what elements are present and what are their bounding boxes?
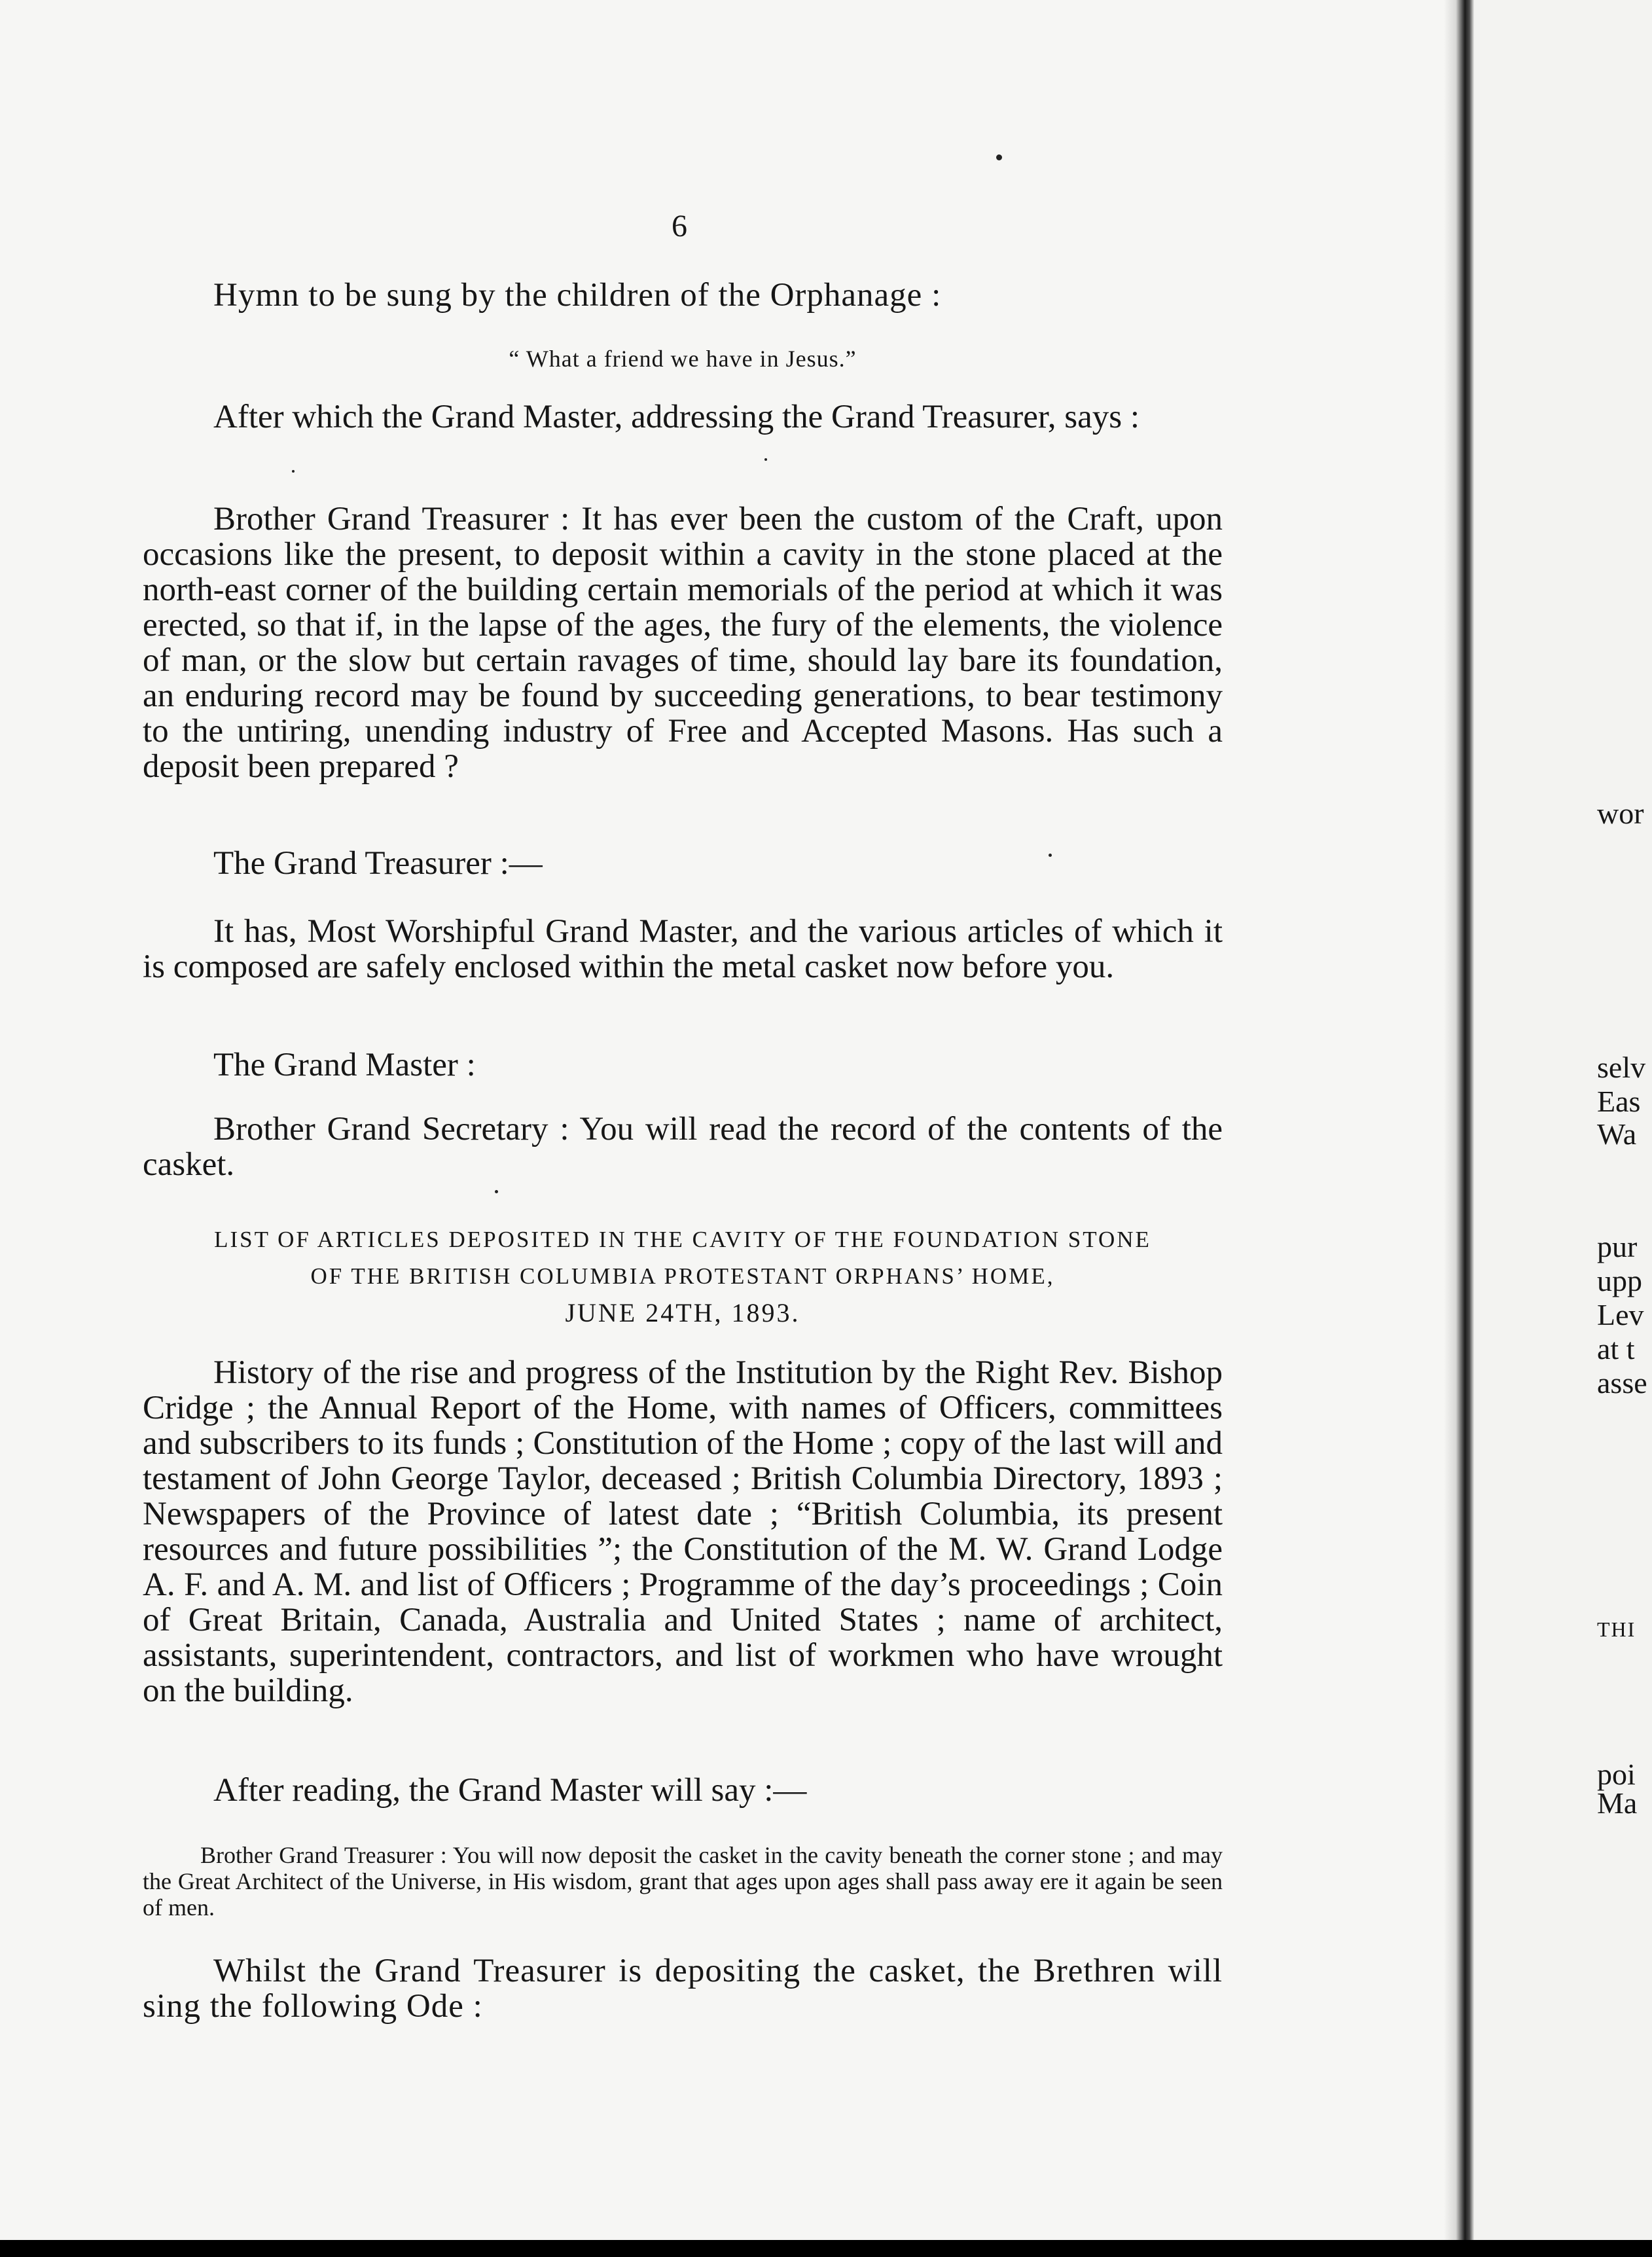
- facing-page-fragment: poi: [1597, 1758, 1636, 1791]
- list-heading-line-2: OF THE BRITISH COLUMBIA PROTESTANT ORPHANS’ HOME,: [310, 1263, 1055, 1289]
- treasurer-reply-paragraph: It has, Most Worshipful Grand Master, and the various articles of which it is composed are safely enclosed within the metal casket now before you.: [143, 913, 1223, 985]
- articles-paragraph: History of the rise and progress of the Institution by the Right Rev. Bishop Cridge ; the Annual Report of the Home, with names of Officers, committees and subscribers to its funds ; Constitution of the Home ; copy of the last will and testament of John George Taylor, deceased ; British Columbia Directory, 1893 ; Newspapers of the Province of latest date ; “British Columbia, its present resources and future possibilities ”; the Constitution of the M. W. Grand Lodge A. F. and A. M. and list of Officers ; Programme of the day’s proceedings ; Coin of Great Britain, Canada, Australia and United States ; name of architect, assistants, superintendent, contractors, and list of workmen who have wrought on the building.: [143, 1354, 1223, 1709]
- ink-speck: [764, 458, 767, 461]
- ink-speck: [996, 154, 1002, 160]
- facing-page-fragment: upp: [1597, 1264, 1642, 1297]
- page-gutter: [1444, 0, 1474, 2240]
- closing-paragraph: Whilst the Grand Treasurer is depositing the casket, the Brethren will sing the following Ode :: [143, 1953, 1223, 2025]
- facing-page-fragment: asse: [1597, 1366, 1647, 1399]
- hymn-title: “ What a friend we have in Jesus.”: [509, 346, 857, 372]
- facing-page-fragment: wor: [1597, 797, 1644, 830]
- facing-page-fragment: Eas: [1597, 1085, 1641, 1118]
- facing-page-fragment: Ma: [1597, 1786, 1638, 1820]
- list-heading-line-1: LIST OF ARTICLES DEPOSITED IN THE CAVITY OF THE FOUNDATION STONE: [214, 1227, 1151, 1252]
- ink-speck: [1049, 854, 1052, 857]
- page-number: 6: [672, 209, 687, 244]
- facing-page-fragment: pur: [1597, 1230, 1638, 1263]
- after-hymn-paragraph: After which the Grand Master, addressing the Grand Treasurer, says :: [213, 399, 1140, 435]
- ink-speck: [292, 470, 295, 473]
- facing-page-fragment: Wa: [1597, 1117, 1637, 1151]
- list-heading-line-3: JUNE 24TH, 1893.: [565, 1298, 800, 1327]
- after-reading-paragraph: After reading, the Grand Master will say :—: [213, 1772, 807, 1809]
- address-treasurer-paragraph: Brother Grand Treasurer : It has ever been the custom of the Craft, upon occasions like the present, to deposit within a cavity in the stone placed at the north-east corner of the building certain memorials of the period at which it was erected, so that if, in the lapse of the ages, the fury of the elements, the violence of man, or the slow but certain ravages of time, should lay bare its foundation, an enduring record may be found by succeeding generations, to bear testimony to the untiring, unending industry of Free and Accepted Masons. Has such a deposit been prepared ?: [143, 501, 1223, 785]
- facing-page-fragment: at t: [1597, 1332, 1635, 1365]
- facing-page-fragment: THI: [1597, 1617, 1636, 1641]
- treasurer-label: The Grand Treasurer :—: [213, 845, 543, 882]
- master-label: The Grand Master :: [213, 1047, 476, 1083]
- hymn-intro: Hymn to be sung by the children of the Orphanage :: [213, 277, 942, 314]
- facing-page-fragment: Lev: [1597, 1298, 1644, 1331]
- facing-page-fragment: selv: [1597, 1051, 1646, 1084]
- ink-speck: [495, 1190, 498, 1193]
- instruction-paragraph: Brother Grand Treasurer : You will now deposit the casket in the cavity beneath the corner stone ; and may the Great Architect of the Universe, in His wisdom, grant that ages upon ages shall pass away ere it again be seen of men.: [143, 1842, 1223, 1921]
- list-heading: [143, 1221, 1223, 1331]
- address-secretary-paragraph: Brother Grand Secretary : You will read the record of the contents of the casket.: [143, 1111, 1223, 1183]
